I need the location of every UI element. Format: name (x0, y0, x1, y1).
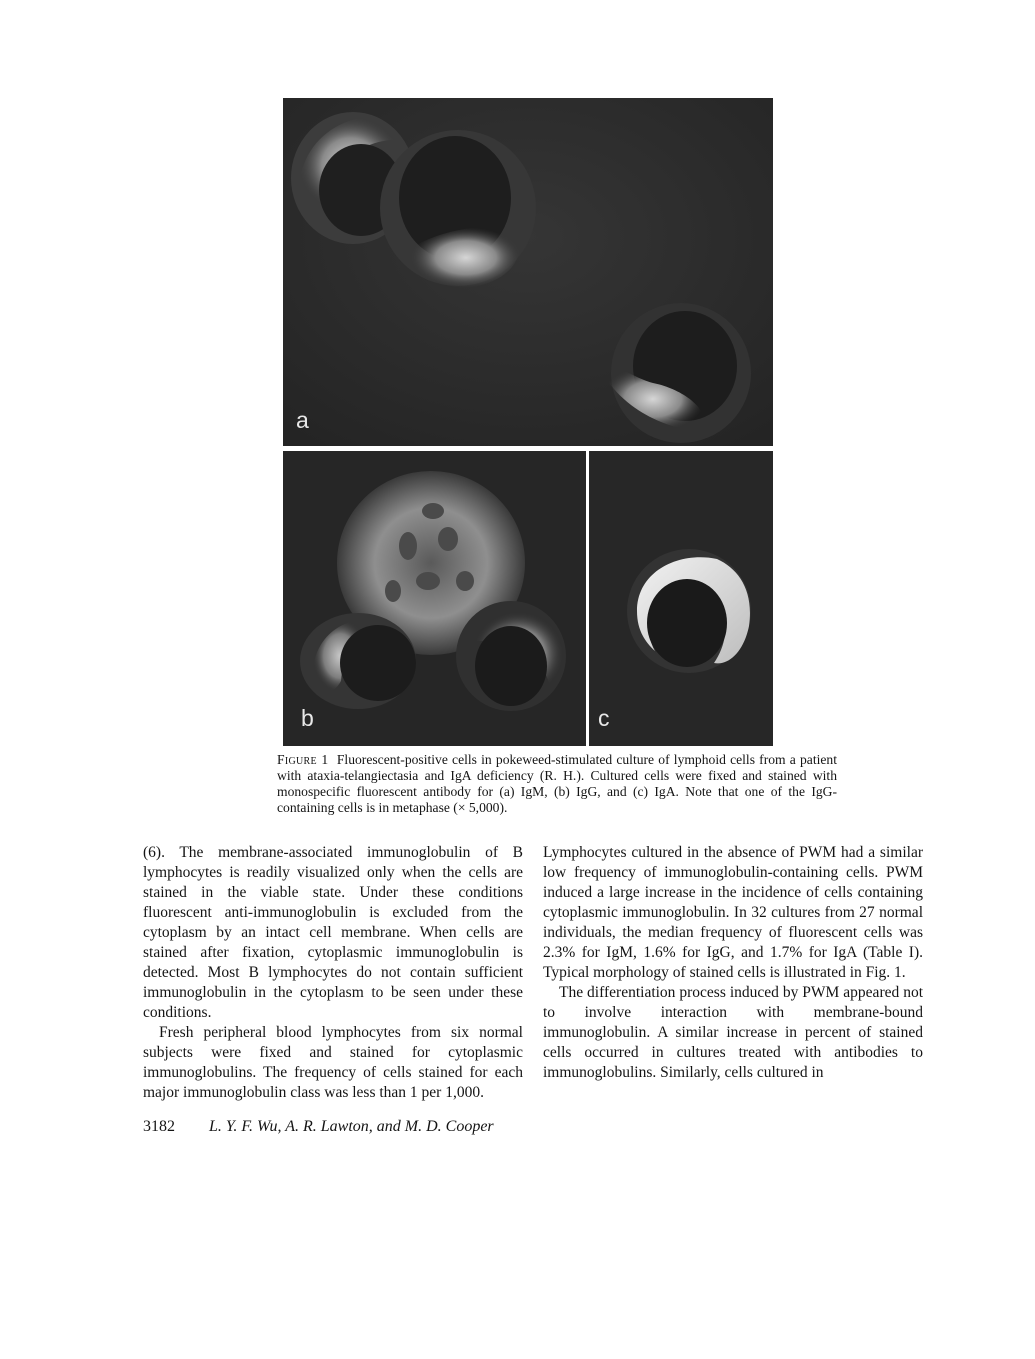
paragraph: (6). The membrane-associated immunoglobulin of B lymphocytes is readily visualized only when the cells are stained in the viable state. Under these conditions fluorescent anti-immunoglobulin is excluded from the cytoplasm by an intact cell membrane. When cells are stained after fixation, cytoplasmic immunoglobulin is detected. Most B lymphocytes do not contain sufficient immunoglobulin in the cytoplasm to be seen under these conditions. (143, 844, 523, 1021)
micrograph-a-image (283, 98, 773, 446)
panel-label-c: c (598, 705, 610, 731)
micrograph-c-image (589, 451, 773, 746)
panel-label-a: a (296, 407, 309, 433)
paragraph: The differentiation process induced by PWM appeared not to involve interaction with membrane-bound immunoglobulin. A similar increase in percent of stained cells occurred in cultures treated with antibodies to immunoglobulins. Similarly, cells cultured in (543, 984, 923, 1081)
caption-text: Fluorescent-positive cells in pokeweed-stimulated culture of lymphoid cells from a patient with ataxia-telangiectasia and IgA deficiency (R. H.). Cultured cells were fixed and stained with monospecific fluorescent antibody for (a) IgM, (b) IgG, and (c) IgA. Note that one of the IgG-containing cells is in metaphase (× 5,000). (277, 752, 837, 815)
micrograph-panel-a (283, 98, 773, 446)
page-number: 3182 (143, 1118, 175, 1135)
figure-1 (283, 98, 773, 746)
paragraph: Lymphocytes cultured in the absence of PWM had a similar low frequency of immunoglobulin-containing cells. PWM induced a large increase in the incidence of cells containing cytoplasmic immunoglobulin. In 32 cultures from 27 normal individuals, the median frequency of fluorescent cells was 2.3% for IgM, 1.6% for IgG, and 1.7% for IgA (Table I). Typical morphology of stained cells is illustrated in Fig. 1. (543, 844, 923, 981)
micrograph-panel-c (589, 451, 773, 746)
running-head: L. Y. F. Wu, A. R. Lawton, and M. D. Cooper (209, 1118, 494, 1135)
paragraph: Fresh peripheral blood lymphocytes from six normal subjects were fixed and stained for cytoplasmic immunoglobulins. The frequency of cells stained for each major immunoglobulin class was less than 1 per 1,000. (143, 1024, 523, 1101)
body-left-column (143, 843, 523, 1103)
body-right-column (543, 843, 923, 1083)
micrograph-panel-b (283, 451, 586, 746)
panel-label-b: b (301, 705, 314, 731)
caption-label: Figure 1 (277, 752, 329, 767)
micrograph-b-image (283, 451, 586, 746)
figure-caption (277, 752, 837, 816)
